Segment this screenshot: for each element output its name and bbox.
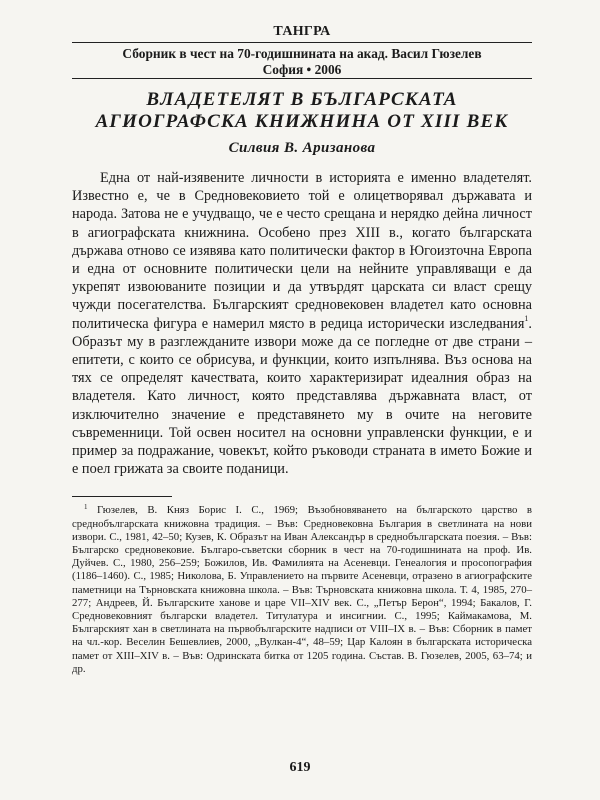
page xyxy=(72,24,532,676)
article-body xyxy=(72,169,532,478)
footnote-reference[interactable]: 1 xyxy=(524,313,529,323)
footnote-text: Гюзелев, В. Княз Борис I. С., 1969; Възобновяването на българското царство в среднобългарската книжовна традиция. – Във: Средновековна България в светлината на нови извори. С., 1981, 42–50; Кузев, К. Образът на Иван Александър в среднобългарската поезия. – Във: Българско средновековие. Българо-съветски сборник в чест на 70-годишнината на проф. Ив. Дуйчев. С., 1980, 256–259; Божилов, Ив. Фамилията на Асеневци. Генеалогия и просопография (1186–1460). С., 1985; Николова, Б. Управлението на първите Асеневци, отразено в агиографските паметници на Търновската книжовна школа. – Във: Търновската книжовна школа. Т. 4, 1985, 270–277; Андреев, Й. Българските ханове и царе VII–XIV век. С., „Петър Берон“, 1994; Бакалов, Г. Средновековният български владетел. Титулатура и инсигнии. С., 1995; Каймакамова, М. Българският хан в светлината на първобългарските надписи от VIII–IX в. – Във: Сборник в памет на чл.-кор. Веселин Бешевлиев, 2000, „Вулкан-4“, 48–59; Цар Калоян в българската историческа памет от XIII–XIV в. – Във: Одринската битка от 1205 година. Състав. В. Гюзелев, 2005, 63–74; и др. xyxy=(72,504,532,675)
article-title-line-2: АГИОГРАФСКА КНИЖНИНА ОТ XIII ВЕК xyxy=(95,111,509,132)
article-title-line-1: ВЛАДЕТЕЛЯТ В БЪЛГАРСКАТА xyxy=(146,89,458,110)
footnote-paragraph xyxy=(72,504,532,676)
collection-title: Сборник в чест на 70-годишнината на акад. Васил Гюзелев xyxy=(122,46,482,61)
body-text: Една от най-изявените личности в историята е именно владетелят. Известно е, че в Средновековието той е олицетворявал държавата и народа. Затова не е учудващо, че е често срещана и нерядко дейна личност в агиографската книжнина. Особено през XIII в., когато българската държава отново се изявява като политически фактор в Югоизточна Европа и една от основните политически цели на нейните управляващи е да укрепят извоюваните позиции и да утвърдят царската си власт срещу чужди посегателства. Българският средновековен владетел като основна политическа фигура е намерил място в редица исторически изследвания xyxy=(72,170,532,332)
header-rule-bottom xyxy=(72,78,532,79)
body-paragraph xyxy=(72,169,532,478)
journal-name: ТАНГРА xyxy=(273,24,331,39)
footnote-number: 1 xyxy=(84,503,88,512)
page-number: 619 xyxy=(289,760,311,775)
article-author: Силвия В. Аризанова xyxy=(228,140,376,156)
header-rule-top xyxy=(72,42,532,43)
article-title xyxy=(72,89,532,133)
footnote xyxy=(72,504,532,676)
body-text-continued: . Образът му в разглежданите извори може да се погледне от две страни – епитети, с които се обрисува, и функции, които изпълнява. Въз основа на тях се определят качествата, които характеризират идеалния образ на владетеля. Като личност, която представлява държавната власт, от изключително значение е представянето му в очите на неговите съвременници. Той освен носител на основни управленски функции, е и пример за подражание, човекът, който ръководи страната в името Божие и е поел грижата за своите поданици. xyxy=(72,315,532,478)
place-year: София • 2006 xyxy=(262,62,342,77)
footnote-separator xyxy=(72,496,172,497)
